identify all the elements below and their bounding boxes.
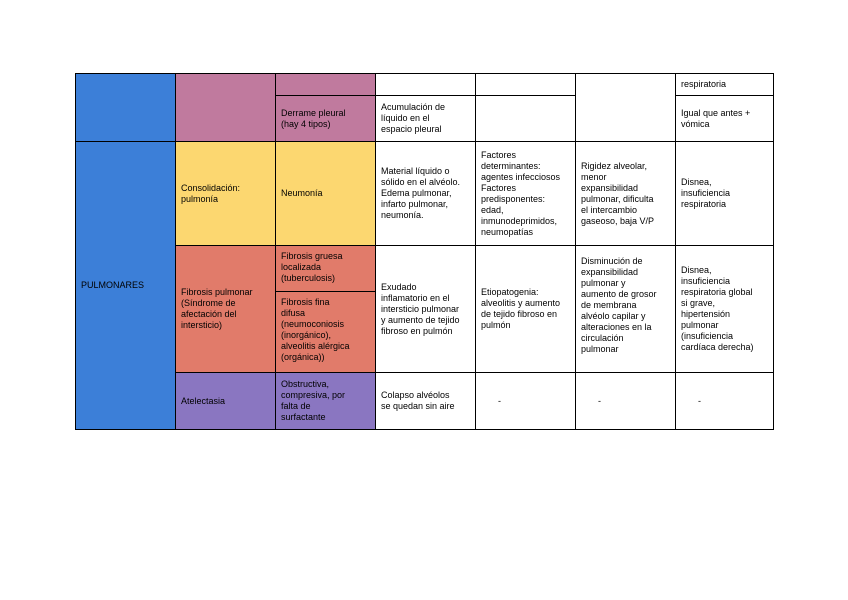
clinical-consolidacion bbox=[675, 141, 774, 246]
category-atelectasia-text: Atelectasia bbox=[181, 395, 226, 406]
group-cell-pulmonares bbox=[75, 141, 176, 430]
type-fibrosis-gruesa bbox=[275, 245, 376, 292]
description-derrame bbox=[375, 95, 476, 142]
type-derrame-text: Derrame pleural (hay 4 tipos) bbox=[281, 107, 346, 129]
description-atelectasia-text: Colapso alvéolos se quedan sin aire bbox=[381, 390, 455, 411]
category-consolidacion bbox=[175, 141, 276, 246]
category-consolidacion-text: Consolidación: pulmonía bbox=[181, 182, 241, 204]
physiology-consolidacion-text: Rigidez alveolar, menor expansibilidad pulmonar, dificulta el intercambio gaseoso, baja V/P bbox=[581, 160, 655, 226]
clinical-partial-top-text: respiratoria bbox=[681, 79, 727, 89]
category-fibrosis-text: Fibrosis pulmonar (Síndrome de afectación del intersticio) bbox=[181, 287, 253, 330]
etiology-consolidacion-text: Factores determinantes: agentes infecciosos Factores predisponentes: edad, inmunodeprimidos, neumopatías bbox=[481, 149, 561, 237]
category-cell-top bbox=[175, 73, 276, 142]
clinical-atelectasia bbox=[675, 372, 774, 430]
physiology-atelectasia-text: - bbox=[598, 395, 601, 406]
clinical-partial-top bbox=[675, 73, 774, 96]
clinical-derrame bbox=[675, 95, 774, 142]
clinical-consolidacion-text: Disnea, insuficiencia respiratoria bbox=[681, 177, 731, 209]
physiology-consolidacion bbox=[575, 141, 676, 246]
physiology-atelectasia bbox=[575, 372, 676, 430]
description-atelectasia bbox=[375, 372, 476, 430]
type-fibrosis-fina bbox=[275, 291, 376, 373]
type-atelectasia bbox=[275, 372, 376, 430]
etiology-fibrosis-text: Etiopatogenia: alveolitis y aumento de tejido fibroso en pulmón bbox=[481, 287, 561, 330]
type-neumonia bbox=[275, 141, 376, 246]
clinical-fibrosis-text: Disnea, insuficiencia respiratoria global si grave, hipertensión pulmonar (insuficiencia cardíaca derecha) bbox=[681, 265, 754, 352]
group-cell-top bbox=[75, 73, 176, 142]
physiology-fibrosis bbox=[575, 245, 676, 373]
clinical-fibrosis bbox=[675, 245, 774, 373]
type-fibrosis-gruesa-text: Fibrosis gruesa localizada (tuberculosis) bbox=[281, 251, 343, 283]
description-cell-top-empty bbox=[375, 73, 476, 96]
description-derrame-text: Acumulación de líquido en el espacio pleural bbox=[381, 102, 446, 134]
physiology-cell-top-empty bbox=[575, 73, 676, 142]
etiology-atelectasia bbox=[475, 372, 576, 430]
type-derrame bbox=[275, 95, 376, 142]
etiology-consolidacion bbox=[475, 141, 576, 246]
type-cell-top-empty bbox=[275, 73, 376, 96]
etiology-derrame-empty bbox=[475, 95, 576, 142]
description-consolidacion bbox=[375, 141, 476, 246]
category-atelectasia bbox=[175, 372, 276, 430]
etiology-cell-top-empty bbox=[475, 73, 576, 96]
category-fibrosis bbox=[175, 245, 276, 373]
description-fibrosis bbox=[375, 245, 476, 373]
physiology-fibrosis-text: Disminución de expansibilidad pulmonar y aumento de grosor de membrana alvéolo capilar y alteraciones en la circulación pulmonar bbox=[581, 256, 657, 354]
group-label: PULMONARES bbox=[81, 280, 145, 290]
etiology-atelectasia-text: - bbox=[498, 395, 501, 406]
description-fibrosis-text: Exudado inflamatorio en el intersticio pulmonar y aumento de tejido fibroso en pulmón bbox=[381, 281, 460, 336]
type-atelectasia-text: Obstructiva, compresiva, por falta de surfactante bbox=[281, 379, 346, 422]
clinical-derrame-text: Igual que antes + vómica bbox=[681, 107, 751, 129]
etiology-fibrosis bbox=[475, 245, 576, 373]
type-fibrosis-fina-text: Fibrosis fina difusa (neumoconiosis (inorgánico), alveolitis alérgica (orgánica)) bbox=[281, 297, 350, 362]
description-consolidacion-text: Material líquido o sólido en el alvéolo. Edema pulmonar, infarto pulmonar, neumonía. bbox=[381, 166, 461, 220]
clinical-atelectasia-text: - bbox=[698, 395, 701, 406]
type-neumonia-text: Neumonía bbox=[281, 188, 323, 198]
